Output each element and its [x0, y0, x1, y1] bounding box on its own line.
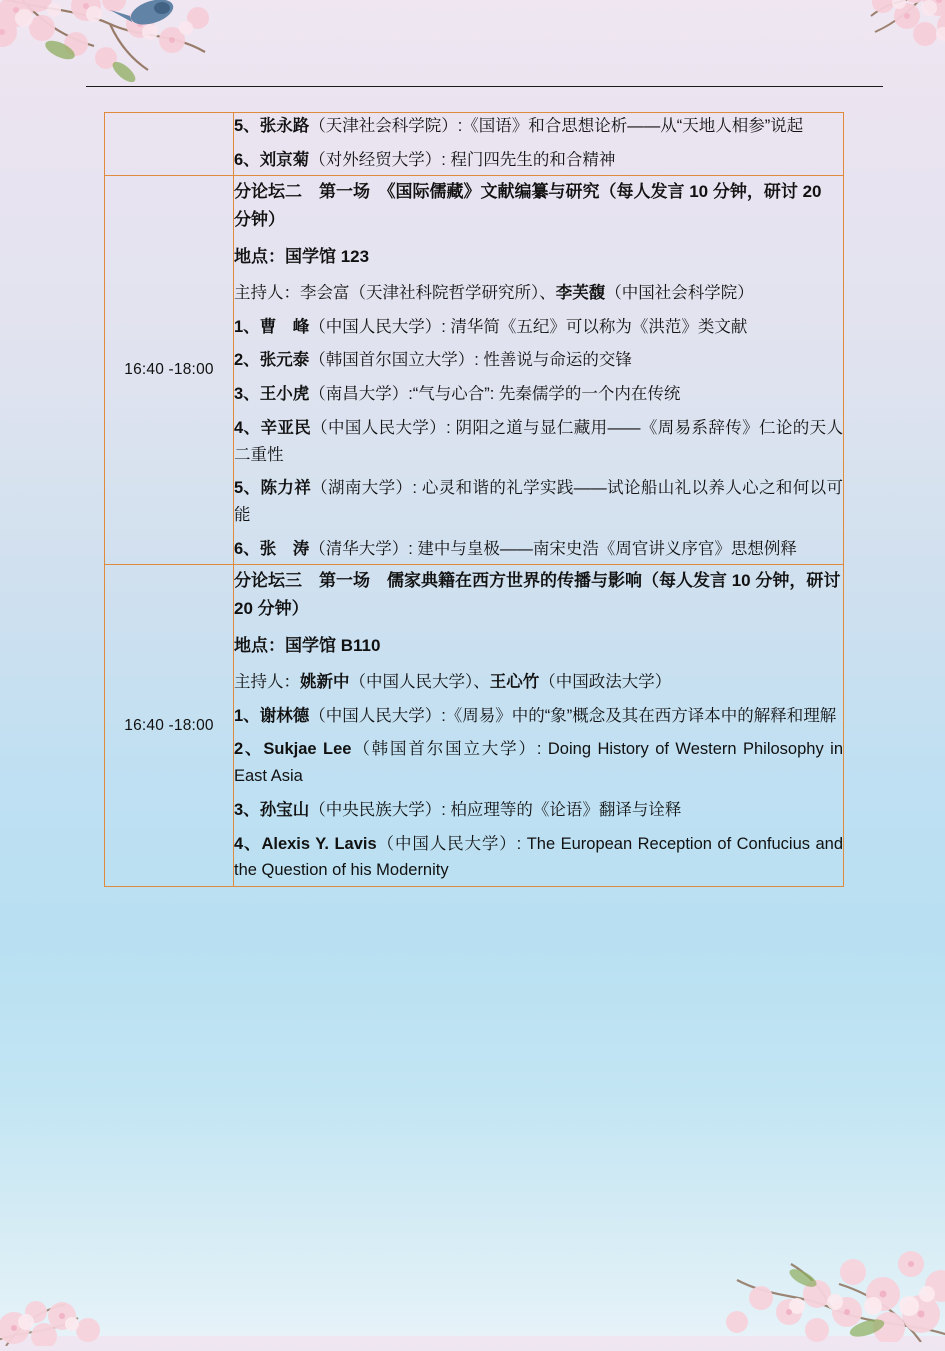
session-venue: 地点：国学馆 B110: [234, 635, 381, 655]
list-item: 4、辛亚民（中国人民大学）: 阴阳之道与显仁藏用——《周易系辞传》仁论的天人二重性: [234, 418, 844, 464]
time-cell: 16:40 -18:00: [105, 565, 234, 887]
list-item: 6、张 涛（清华大学）: 建中与皇极——南宋史浩《周官讲义序官》思想例释: [234, 539, 797, 558]
session-title: 分论坛三 第一场 儒家典籍在西方世界的传播与影响（每人发言 10 分钟，研讨 20 分钟）: [234, 571, 841, 618]
session-cell: [234, 113, 844, 176]
cherry-blossom-decoration-bottom-right: [621, 1202, 945, 1342]
session-cell: [234, 176, 844, 565]
table-row: [105, 565, 844, 887]
table-row: [105, 176, 844, 565]
session-hosts: 主持人：李会富（天津社科院哲学研究所）、李芙馥（中国社会科学院）: [234, 284, 754, 302]
list-item: 2、张元泰（韩国首尔国立大学）: 性善说与命运的交锋: [234, 351, 632, 370]
cherry-blossom-decoration-top-right: [775, 0, 945, 92]
header-divider-rule: [86, 86, 883, 87]
schedule-table-container: [104, 112, 844, 887]
cherry-blossom-decoration-bottom-left: [0, 1256, 152, 1346]
list-item: 5、张永路（天津社会科学院）:《国语》和合思想论析——从“天地人相参”说起: [234, 117, 804, 135]
list-item: 4、Alexis Y. Lavis（中国人民大学）: The European Reception of Confucius and the Question of his Modernity: [234, 834, 843, 880]
list-item: 1、谢林德（中国人民大学）:《周易》中的“象”概念及其在西方译本中的解释和理解: [234, 706, 837, 725]
session-title: 分论坛二 第一场 《国际儒藏》文献编纂与研究（每人发言 10 分钟，研讨 20 分钟）: [234, 182, 822, 229]
table-row: [105, 113, 844, 176]
session-venue: 地点：国学馆 123: [234, 246, 370, 266]
list-item: 5、陈力祥（湖南大学）: 心灵和谐的礼学实践——试论船山礼以养人心之和何以可能: [234, 479, 844, 525]
list-item: 1、曹 峰（中国人民大学）: 清华简《五纪》可以称为《洪范》类文献: [234, 317, 748, 336]
list-item: 2、Sukjae Lee（韩国首尔国立大学）: Doing History of Western Philosophy in East Asia: [234, 740, 843, 786]
schedule-table: [104, 112, 844, 887]
time-cell: [105, 113, 234, 176]
session-hosts: 主持人：姚新中（中国人民大学）、王心竹（中国政法大学）: [234, 673, 672, 692]
list-item: 3、王小虎（南昌大学）:“气与心合”: 先秦儒学的一个内在传统: [234, 385, 681, 404]
list-item: 6、刘京菊（对外经贸大学）: 程门四先生的和合精神: [234, 150, 616, 169]
cherry-blossom-decoration-top-left: [0, 0, 290, 118]
time-cell: 16:40 -18:00: [105, 176, 234, 565]
session-cell: [234, 565, 844, 887]
list-item: 3、孙宝山（中央民族大学）: 柏应理等的《论语》翻译与诠释: [234, 800, 682, 819]
